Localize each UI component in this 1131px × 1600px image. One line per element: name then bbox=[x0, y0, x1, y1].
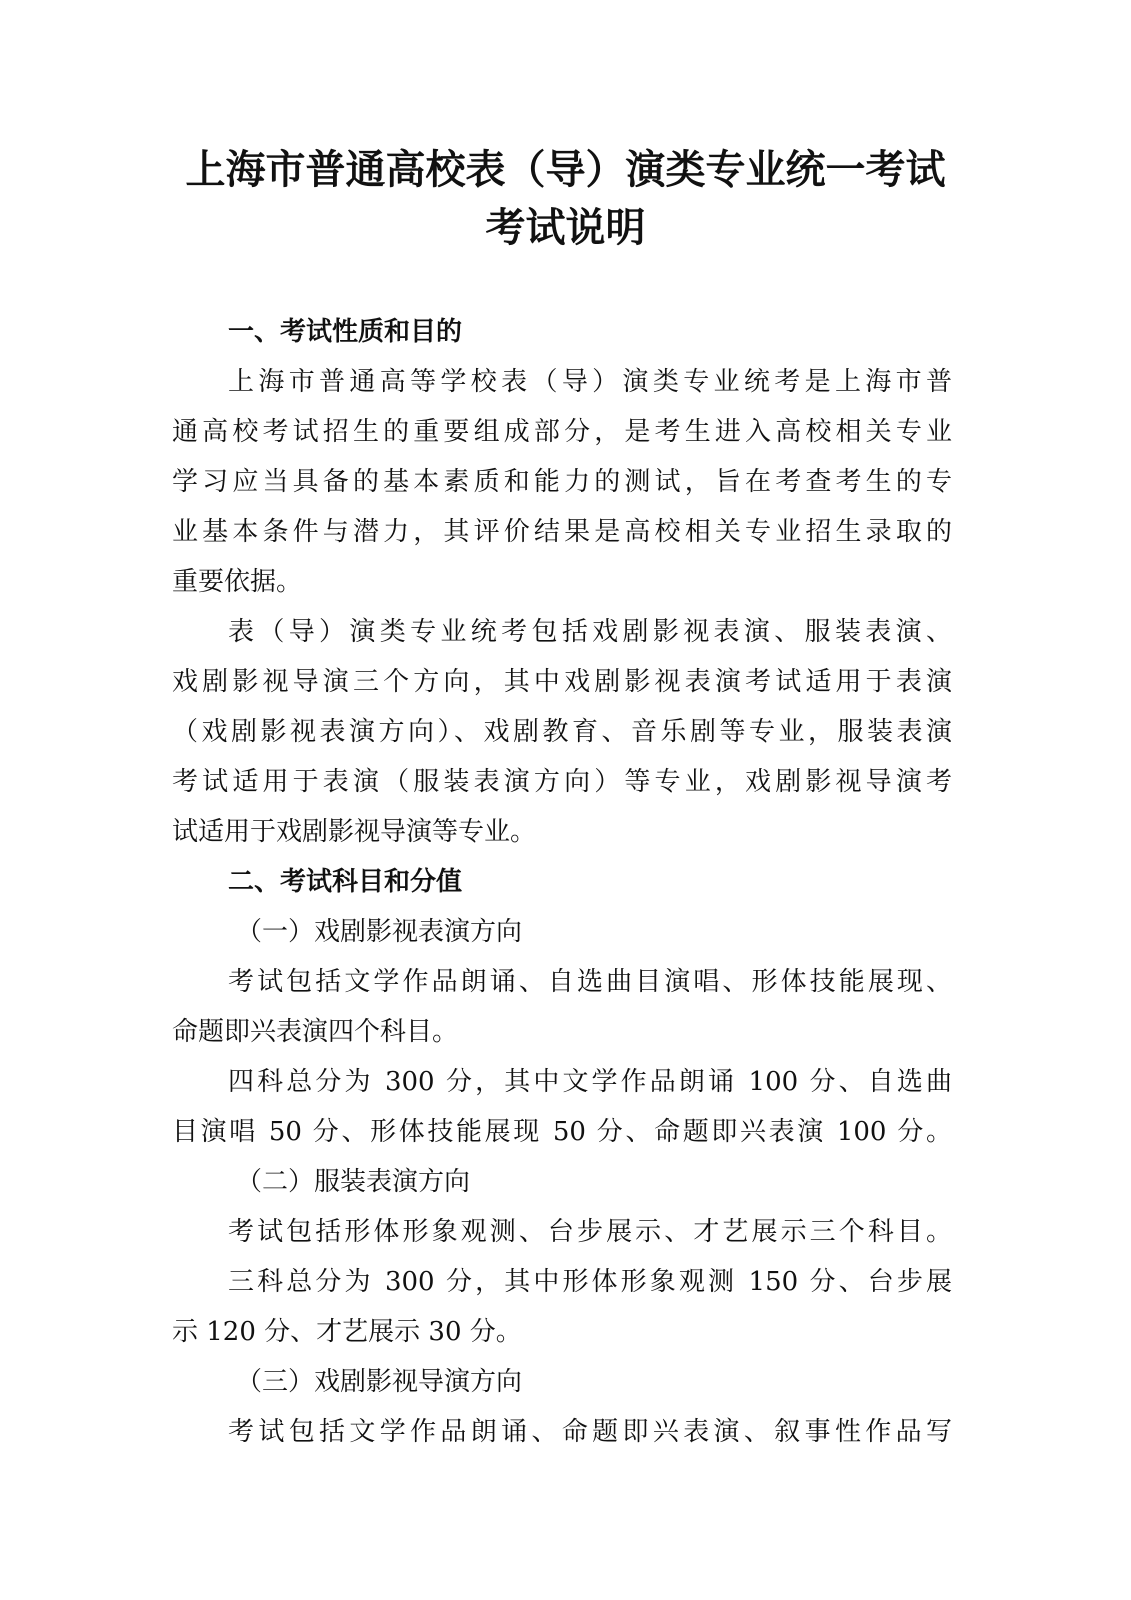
paragraph-line: 表（导）演类专业统考包括戏剧影视表演、服装表演、 bbox=[228, 617, 952, 647]
subsection-heading: （二）服装表演方向 bbox=[236, 1167, 471, 1197]
paragraph-line: 三科总分为 300 分，其中形体形象观测 150 分、台步展 bbox=[228, 1267, 952, 1297]
paragraph-line: 命题即兴表演四个科目。 bbox=[172, 1017, 459, 1047]
section-heading-2: 二、考试科目和分值 bbox=[228, 867, 463, 897]
paragraph-line: （戏剧影视表演方向）、戏剧教育、音乐剧等专业，服装表演 bbox=[172, 717, 952, 747]
paragraph-line: 考试包括文学作品朗诵、命题即兴表演、叙事性作品写 bbox=[228, 1417, 952, 1447]
section-heading-1: 一、考试性质和目的 bbox=[228, 317, 463, 347]
paragraph-line: 重要依据。 bbox=[172, 567, 303, 597]
paragraph-line: 示 120 分、才艺展示 30 分。 bbox=[172, 1317, 522, 1347]
paragraph-line: 目演唱 50 分、形体技能展现 50 分、命题即兴表演 100 分。 bbox=[172, 1117, 952, 1147]
paragraph-line: 学习应当具备的基本素质和能力的测试，旨在考查考生的专 bbox=[172, 467, 952, 497]
subsection-heading: （一）戏剧影视表演方向 bbox=[236, 917, 523, 947]
paragraph-line: 上海市普通高等学校表（导）演类专业统考是上海市普 bbox=[228, 367, 952, 397]
paragraph-line: 考试适用于表演（服装表演方向）等专业，戏剧影视导演考 bbox=[172, 767, 952, 797]
paragraph-line: 考试包括形体形象观测、台步展示、才艺展示三个科目。 bbox=[228, 1217, 952, 1247]
paragraph-line: 通高校考试招生的重要组成部分，是考生进入高校相关专业 bbox=[172, 417, 952, 447]
document-title-line-1: 上海市普通高校表（导）演类专业统一考试 bbox=[185, 146, 946, 193]
paragraph-line: 戏剧影视导演三个方向，其中戏剧影视表演考试适用于表演 bbox=[172, 667, 952, 697]
paragraph-line: 四科总分为 300 分，其中文学作品朗诵 100 分、自选曲 bbox=[228, 1067, 952, 1097]
subsection-heading: （三）戏剧影视导演方向 bbox=[236, 1367, 523, 1397]
paragraph-line: 试适用于戏剧影视导演等专业。 bbox=[172, 817, 537, 847]
paragraph-line: 考试包括文学作品朗诵、自选曲目演唱、形体技能展现、 bbox=[228, 967, 952, 997]
paragraph-line: 业基本条件与潜力，其评价结果是高校相关专业招生录取的 bbox=[172, 517, 952, 547]
document-title-line-2: 考试说明 bbox=[485, 204, 646, 251]
